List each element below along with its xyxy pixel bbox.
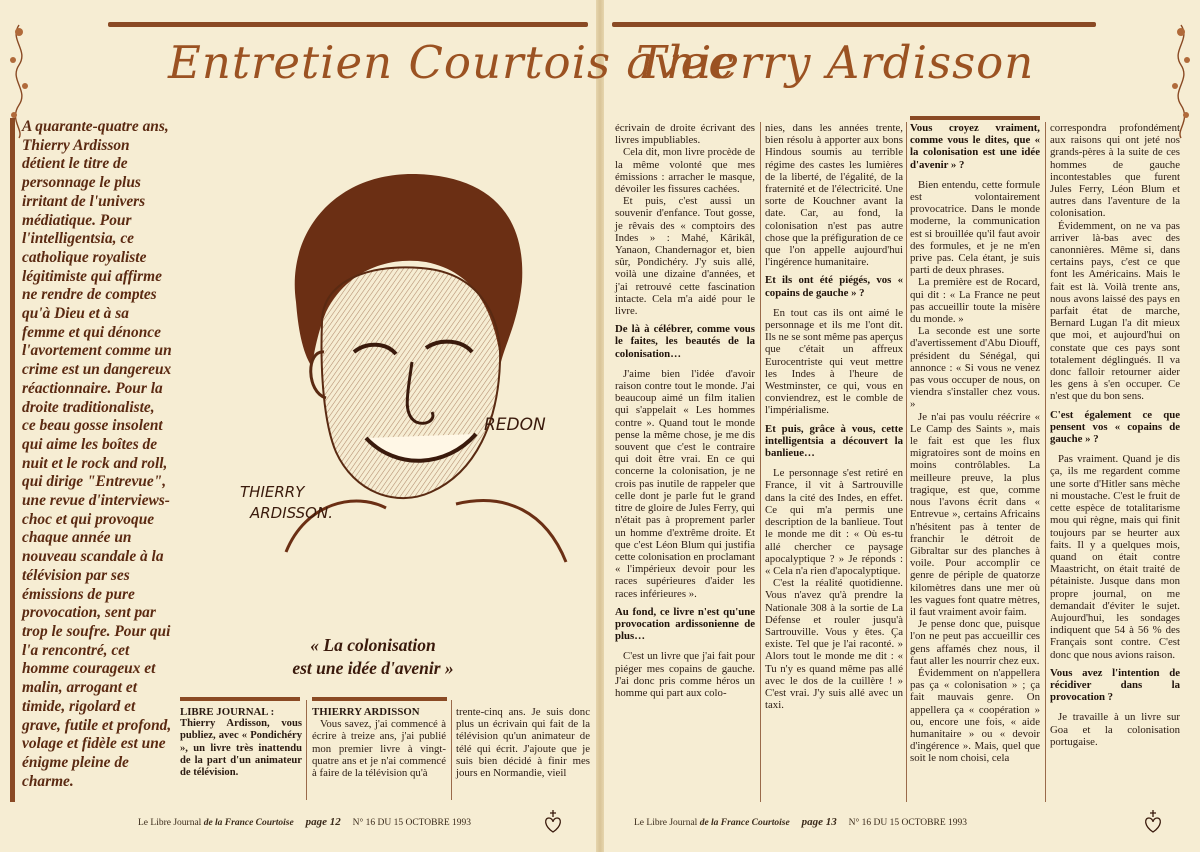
pull-quote — [248, 634, 498, 680]
bar-ta — [312, 697, 447, 701]
pull-quote-line1: « La colonisation — [310, 635, 436, 655]
footer-right-issue: N° 16 DU 15 OCTOBRE 1993 — [848, 818, 967, 828]
intro-paragraph: A quarante-quatre ans, Thierry Ardisson détient le titre de personnage le plus irritant de l'univers médiatique. Pour l'intelligentsia, ce catholique royaliste légitimiste qui affirme ne rendre de comptes qu'à Dieu et à sa femme et qui dénonce l'avortement comme un crime est un dangereux réactionnaire. Pour la droite traditionaliste, ce beau gosse insolent qui aime les boîtes de nuit et le rock and roll, qui dirige "Entrevue", une revue d'interviews-choc et qui provoque chaque année un nouveau scandale à la télévision par ses émissions de pure provocation, sent par trop le soufre. Pour qui l'a rencontré, cet homme courageux et malin, arrogant et timide, rigolard et grave, futile et profond, volage et fidèle est une énigme pleine de charme. — [22, 118, 172, 790]
right-col-4 — [1050, 122, 1180, 748]
heart-cross-icon — [542, 808, 564, 834]
footer-left-page: page 12 — [305, 816, 341, 828]
rc2-p1: nies, dans les années trente, bien résolu à apporter aux bons Hindous soumis au terrible régime des castes les lumières de la liberté, de l'égalité, de la fraternité et de l'électricité. Une sorte de Kouchner avant la date. Car, au fond, la colonisation n'est pas autre chose que la préfiguration de ce que l'on appelle aujourd'hui l'ingérence humanitaire. — [765, 122, 903, 269]
col-bottom-3 — [456, 706, 590, 779]
col-divider — [306, 700, 307, 800]
rc2-question-1: Et ils ont été piégés, vos « copains de gauche » ? — [765, 274, 903, 299]
bar-lj — [180, 697, 300, 701]
signature-artist: REDON — [484, 415, 546, 435]
col-divider — [1045, 122, 1046, 802]
rc4-p3: Pas vraiment. Quand je dis ça, ils me regardent comme une sorte d'Hitler sans mèche ni moustache. C'est le fruit de cette espèce de totalitarisme mou qui règne, mais qui finit toujours par se heurter aux faits. Il y a quelques mois, quand on était contre Maastricht, on était traité de pétainiste. Jusque dans mon propre journal, on me demandait d'éviter le sujet. Aujourd'hui, les sondages indiquent que 54 à 56 % des Français sont contre. C'est donc que nous avions raison. — [1050, 453, 1180, 661]
rc4-question-1: C'est également ce que pensent vos « copains de gauche » ? — [1050, 408, 1180, 446]
rc1-p5: C'est un livre que j'ai fait pour piéger mes copains de gauche. J'ai donc pris comme héros un homme qui part aux colo- — [615, 650, 755, 699]
rc4-p2: Évidemment, on ne va pas arriver là-bas avec des canonnières. Même si, dans certains pays, c'est ce que font les Américains. Mais le fait est là. Voilà trente ans, nous avons laissé des pays en parfait état de marche, Bernard Lugan l'a dit mieux que moi, et aujourd'hui on constate que ces pays sont totalement déglingués. Il va donc falloir retourner aider les gens à s'en occuper. Ce n'est que du bon sens. — [1050, 219, 1180, 403]
bottom-col3-text: trente-cinq ans. Je suis donc plus un écrivain qui fait de la télévision qu'un animateur de télé qui écrit. J'ajoute que je suis bien décidé à finir mes jours en Normandie, vieil — [456, 706, 590, 780]
rc3-p1: Bien entendu, cette formule est volontairement provocatrice. Dans le monde moderne, la communication est si brouillée qu'il faut avoir des formules, et je ne m'en prive pas. Cela étant, je suis parti de deux phrases. — [910, 178, 1040, 277]
portrait-face — [322, 267, 501, 498]
right-col-2 — [765, 122, 903, 711]
signature-subject-line2: ARDISSON. — [250, 504, 333, 522]
right-col-1 — [615, 122, 755, 699]
rc4-p4: Je travaille à un livre sur Goa et la colonisation portugaise. — [1050, 711, 1180, 748]
rc2-p2: En tout cas ils ont aimé le personnage et ils me l'ont dit. Ils ne se sont même pas aperçus que c'était un affreux Eurocentriste qui veut mettre les Indes à l'heure de Westminster, ce qui, vous en conviendrez, est le comble de l'impérialisme. — [765, 306, 903, 417]
col-libre-journal — [180, 706, 302, 779]
top-rule-left — [108, 22, 588, 27]
rc2-p3: Le personnage s'est retiré en France, il vit à Sartrouville dans la cité des Indes, en effet. Ce qui m'a permis une description de la banlieue. Tout le monde me dit : « Où es-tu allé chercher ce paysage apocalyptique ? » Je réponds : « Cela n'a rien d'apocalyptique. — [765, 467, 903, 577]
libre-journal-label: LIBRE JOURNAL : — [180, 706, 275, 718]
col-divider — [760, 122, 761, 802]
ardisson-label: THIERRY ARDISSON — [312, 706, 420, 718]
headline-right: Thierry Ardisson — [636, 36, 1035, 89]
rc2-p4: C'est la réalité quotidienne. Vous n'avez qu'à prendre la Nationale 308 à la sortie de La Défense et rouler jusqu'à Sartrouville. Vous y êtes. Ça existe. Tel que je l'ai raconté. » Alors tout le monde me dit : « Tu n'y es quand même pas allé avec le dos de la cuillère ! » C'est vrai. J'y suis allé avec un taxi. — [765, 577, 903, 712]
footer-left — [138, 816, 471, 828]
rc3-p3: La seconde est une sorte d'avertissement d'Abu Diouff, président du Sénégal, qui annonce : « Si vous ne venez pas vous occuper de nous, on viendra s'installer chez vous. » — [910, 325, 1040, 411]
footer-left-pub-b: de la France Courtoise — [203, 818, 294, 828]
signature-subject-line1: THIERRY — [240, 483, 305, 501]
footer-right — [634, 816, 967, 828]
rc4-question-2: Vous avez l'intention de récidiver dans la provocation ? — [1050, 666, 1180, 704]
rc2-question-2: Et puis, grâce à vous, cette intelligentsia a découvert la banlieue… — [765, 422, 903, 460]
footer-right-pub-a: Le Libre Journal — [634, 818, 698, 828]
rc1-question-1: De là à célébrer, comme vous le faites, les beautés de la colonisation… — [615, 323, 755, 360]
rc3-question-1: Vous croyez vraiment, comme vous le dites, que « la colonisation est une idée d'avenir » ? — [910, 122, 1040, 171]
rc1-question-2: Au fond, ce livre n'est qu'une provocation ardissonienne de plus… — [615, 605, 755, 643]
libre-journal-question: Thierry Ardisson, vous publiez, avec « Pondichéry », un livre très inattendu de la part d'un animateur de télévision. — [180, 718, 302, 779]
pull-quote-line2: est une idée d'avenir » — [292, 658, 454, 678]
rc3-p4: Je n'ai pas voulu réécrire « Le Camp des Saints », mais le fait est que les flux migratoires sont de moins en moins contrôlables. La meilleure preuve, la plus tragique, est que, comme nous l'avons écrit dans « Entrevue », certains Africains n'hésitent pas à tenter de franchir le détroit de Gibraltar sur des planches à voile. Pour accomplir ce genre de périple de quatorze kilomètres dans une mer où les vagues font quatre mètres, il faut vraiment avoir faim. — [910, 410, 1040, 618]
col-divider — [451, 700, 452, 800]
rc3-p2: La première est de Rocard, qui dit : « La France ne peut pas accueillir toute la misère du monde. » — [910, 276, 1040, 326]
right-col-3 — [910, 122, 1040, 765]
col-divider — [906, 122, 907, 802]
rc1-p2: Cela dit, mon livre procède de la même volonté que mes émissions : arracher le masque, dévoiler les fissures cachées. — [615, 146, 755, 196]
footer-right-pub-b: de la France Courtoise — [699, 818, 790, 828]
footer-right-page: page 13 — [801, 816, 837, 828]
rc1-p3: Et puis, c'est aussi un souvenir d'enfance. Tout gosse, je rêvais des « comptoirs des Indes » : Mahé, Kârikâl, Yanaon, Chandernagor et, bien sûr, Pondichéry. J'y suis allé, voilà une dizaine d'années, et j'ai retrouvé cette fascination intacte. Cela m'a aidé pour le livre. — [615, 195, 755, 318]
rc1-p4: J'aime bien l'idée d'avoir raison contre tout le monde. J'ai beaucoup aimé un film italien qui s'appelait « Les hommes contre ». Quand tout le monde pense la même chose, je me dis souvent que c'est le contraire qui doit être vrai. En ce qui concerne la colonisation, je ne crois pas inutile de rappeler que celle dont je parle fut le grand titre de gloire de Jules Ferry, qui n'était pas à proprement parler un homme d'extrême droite. Et que c'est Léon Blum qui justifia cette colonisation en proclamant « l'impérieux devoir pour les races supérieures d'aider les races inférieures ». — [615, 367, 756, 600]
ardisson-answer: Vous savez, j'ai commencé à écrire à treize ans, j'ai publié mon premier livre à vingt-quatre ans et je n'ai commencé à faire de la télévision qu'à — [312, 718, 446, 780]
portrait-sketch — [226, 152, 576, 572]
heart-cross-icon — [1142, 808, 1164, 834]
rc3-p5: Je pense donc que, puisque l'on ne peut pas accueillir ces gens affamés chez nous, il faut aller les nourrir chez eux. — [910, 618, 1040, 667]
top-rule-right — [612, 22, 1096, 27]
col-ardisson — [312, 706, 446, 779]
intro-side-bar — [10, 118, 15, 802]
headline-left: Entretien Courtois avec — [168, 36, 735, 89]
page-gutter — [596, 0, 604, 852]
bar-rc3 — [910, 116, 1040, 120]
rc3-p6: Évidemment on n'appellera pas ça « colonisation » ; ça fait mauvais genre. On appellera ça « coopération » ou, encore une fois, « aide humanitaire » ou « devoir d'ingérence ». Mais, quel que soit le nom choisi, cela — [910, 666, 1040, 765]
footer-left-issue: N° 16 DU 15 OCTOBRE 1993 — [352, 818, 471, 828]
footer-left-pub-a: Le Libre Journal — [138, 818, 202, 828]
rc4-p1: correspondra profondément aux raisons qui ont jeté nos grands-pères à la suite de ces hommes de gauche incontestables que furent Jules Ferry, Léon Blum et autres dans l'aventure de la colonisation. — [1050, 122, 1180, 220]
rc1-p1: écrivain de droite écrivant des livres impubliables. — [615, 122, 755, 147]
